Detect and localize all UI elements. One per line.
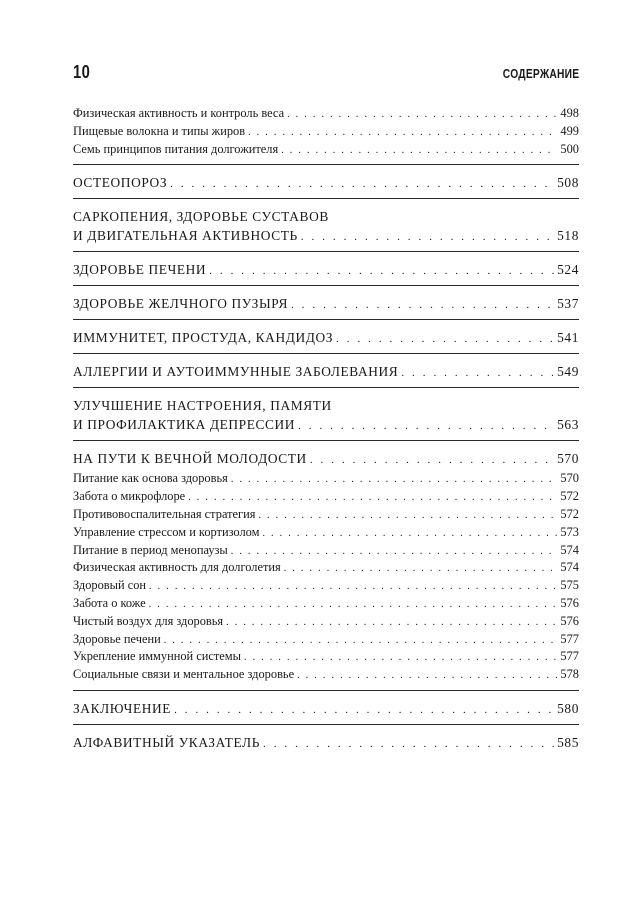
toc-subentry[interactable] [73, 631, 579, 649]
toc-chapter-title: АЛЛЕРГИИ И АУТОИММУННЫЕ ЗАБОЛЕВАНИЯ [73, 364, 399, 380]
leader-dots [336, 330, 554, 347]
leader-dots [263, 735, 554, 752]
toc-page-number: 500 [560, 141, 579, 156]
leader-dots [231, 543, 558, 560]
toc-page-number: 537 [557, 296, 579, 312]
leader-dots [174, 701, 554, 718]
toc-chapter-title: И ПРОФИЛАКТИКА ДЕПРЕССИИ [73, 417, 296, 433]
leader-dots [297, 667, 557, 684]
toc-chapter-title: ЗАКЛЮЧЕНИЕ [73, 700, 172, 716]
leader-dots [170, 175, 554, 192]
toc-entry-title: Физическая активность для долголетия [73, 560, 281, 575]
spacer [73, 199, 579, 207]
toc-page-number: 518 [557, 228, 579, 244]
spacer [73, 691, 579, 699]
toc-entry-title: Физическая активность и контроль веса [73, 106, 285, 120]
toc-subentry[interactable] [73, 648, 579, 666]
toc-subentry[interactable] [73, 524, 579, 542]
toc-page-number: 576 [560, 613, 579, 628]
toc-chapter-mood[interactable] [73, 415, 579, 434]
toc-chapter-title: АЛФАВИТНЫЙ УКАЗАТЕЛЬ [73, 734, 261, 750]
leader-dots [291, 296, 554, 313]
toc-chapter-index[interactable] [73, 733, 579, 752]
leader-dots [244, 649, 557, 666]
leader-dots [258, 507, 557, 524]
toc-page-number: 585 [557, 734, 579, 750]
toc-entry-title: Укрепление иммунной системы [73, 649, 241, 664]
toc-page-number: 549 [557, 364, 579, 380]
toc-chapter-gallbladder[interactable] [73, 294, 579, 313]
toc-chapter-title-line[interactable]: УЛУЧШЕНИЕ НАСТРОЕНИЯ, ПАМЯТИ [73, 398, 332, 414]
spacer [73, 441, 579, 449]
toc-page-number: 524 [557, 262, 579, 278]
leader-dots [149, 578, 557, 595]
leader-dots [284, 560, 558, 577]
leader-dots [209, 262, 554, 279]
toc-entry-title: Пищевые волокна и типы жиров [73, 123, 246, 138]
spacer [73, 165, 579, 173]
toc-page-number: 580 [557, 700, 579, 716]
toc-subentry[interactable] [73, 577, 579, 595]
toc-chapter-sarcopenia[interactable] [73, 226, 579, 245]
toc-chapter-title: И ДВИГАТЕЛЬНАЯ АКТИВНОСТЬ [73, 228, 298, 244]
leader-dots [164, 632, 558, 649]
toc-chapter-liver[interactable] [73, 260, 579, 279]
toc-chapter-conclusion[interactable] [73, 699, 579, 718]
toc-page-number: 574 [560, 542, 579, 557]
leader-dots [401, 364, 554, 381]
toc-page-number: 578 [560, 667, 579, 682]
leader-dots [262, 525, 557, 542]
toc-chapter-title: ИММУНИТЕТ, ПРОСТУДА, КАНДИДОЗ [73, 330, 334, 346]
toc-subentry[interactable] [73, 559, 579, 577]
spacer [73, 252, 579, 260]
toc-entry-title: Семь принципов питания долгожителя [73, 141, 279, 156]
leader-dots [188, 489, 557, 506]
toc-page-number: 570 [557, 451, 579, 467]
toc-subentry[interactable] [73, 141, 579, 159]
toc-page-number: 575 [560, 578, 579, 593]
leader-dots [287, 106, 557, 123]
leader-dots [298, 417, 554, 434]
toc-page-number: 577 [560, 649, 579, 664]
leader-dots [281, 142, 557, 159]
toc-subentry[interactable] [73, 595, 579, 613]
toc-entry-title: Забота о микрофлоре [73, 489, 186, 504]
toc-chapter-immunity[interactable] [73, 328, 579, 347]
toc-chapter-allergies[interactable] [73, 362, 579, 381]
toc-subentry[interactable] [73, 613, 579, 631]
toc-entry-title: Противовоспалительная стратегия [73, 506, 256, 521]
spacer [73, 354, 579, 362]
toc-entry-title: Управление стрессом и кортизолом [73, 524, 260, 539]
toc-entry-title: Питание как основа здоровья [73, 471, 228, 486]
toc-subentry[interactable] [73, 488, 579, 506]
toc-page-number: 499 [560, 123, 579, 138]
toc-entry-title: Забота о коже [73, 595, 146, 610]
toc-chapter-title: ЗДОРОВЬЕ ЖЕЛЧНОГО ПУЗЫРЯ [73, 296, 288, 312]
toc-page-number: 576 [560, 595, 579, 610]
toc-page-number: 570 [560, 471, 579, 486]
leader-dots [226, 614, 557, 631]
spacer [73, 388, 579, 396]
toc-chapter-youth[interactable] [73, 449, 579, 468]
toc-page-number: 573 [560, 524, 579, 539]
toc-entry-title: Здоровье печени [73, 631, 161, 646]
toc-page-number: 541 [557, 330, 579, 346]
toc-chapter-title-line[interactable]: САРКОПЕНИЯ, ЗДОРОВЬЕ СУСТАВОВ [73, 209, 329, 225]
toc-page-number: 572 [560, 506, 579, 521]
page-number: 10 [73, 62, 91, 82]
spacer [73, 725, 579, 733]
toc-subentry[interactable] [73, 542, 579, 560]
page-header [73, 62, 579, 84]
toc-page-number: 577 [560, 631, 579, 646]
toc-subentry[interactable] [73, 105, 579, 123]
toc-page-number: 572 [560, 489, 579, 504]
leader-dots [231, 471, 558, 488]
toc-chapter-title: ЗДОРОВЬЕ ПЕЧЕНИ [73, 262, 207, 278]
leader-dots [248, 124, 557, 141]
toc-chapter-title: ОСТЕОПОРОЗ [73, 175, 168, 191]
leader-dots [310, 451, 554, 468]
toc-entry-title: Чистый воздух для здоровья [73, 613, 224, 628]
spacer [73, 320, 579, 328]
toc-subentry[interactable] [73, 506, 579, 524]
toc-chapter-osteoporosis[interactable] [73, 173, 579, 192]
toc-subentry[interactable] [73, 666, 579, 684]
leader-dots [301, 228, 554, 245]
running-head: СОДЕРЖАНИЕ [502, 67, 579, 81]
toc-page-number: 574 [560, 560, 579, 575]
toc-subentry[interactable] [73, 470, 579, 488]
toc-entry-title: Социальные связи и ментальное здоровье [73, 667, 295, 682]
toc-page-number: 508 [557, 175, 579, 191]
toc-entry-title: Здоровый сон [73, 578, 147, 593]
toc-entry-title: Питание в период менопаузы [73, 542, 228, 557]
toc-chapter-title: НА ПУТИ К ВЕЧНОЙ МОЛОДОСТИ [73, 451, 307, 467]
toc-page-number: 498 [560, 106, 579, 120]
table-of-contents [73, 105, 579, 752]
toc-subentry[interactable] [73, 123, 579, 141]
toc-page-number: 563 [557, 417, 579, 433]
spacer [73, 286, 579, 294]
leader-dots [149, 596, 558, 613]
